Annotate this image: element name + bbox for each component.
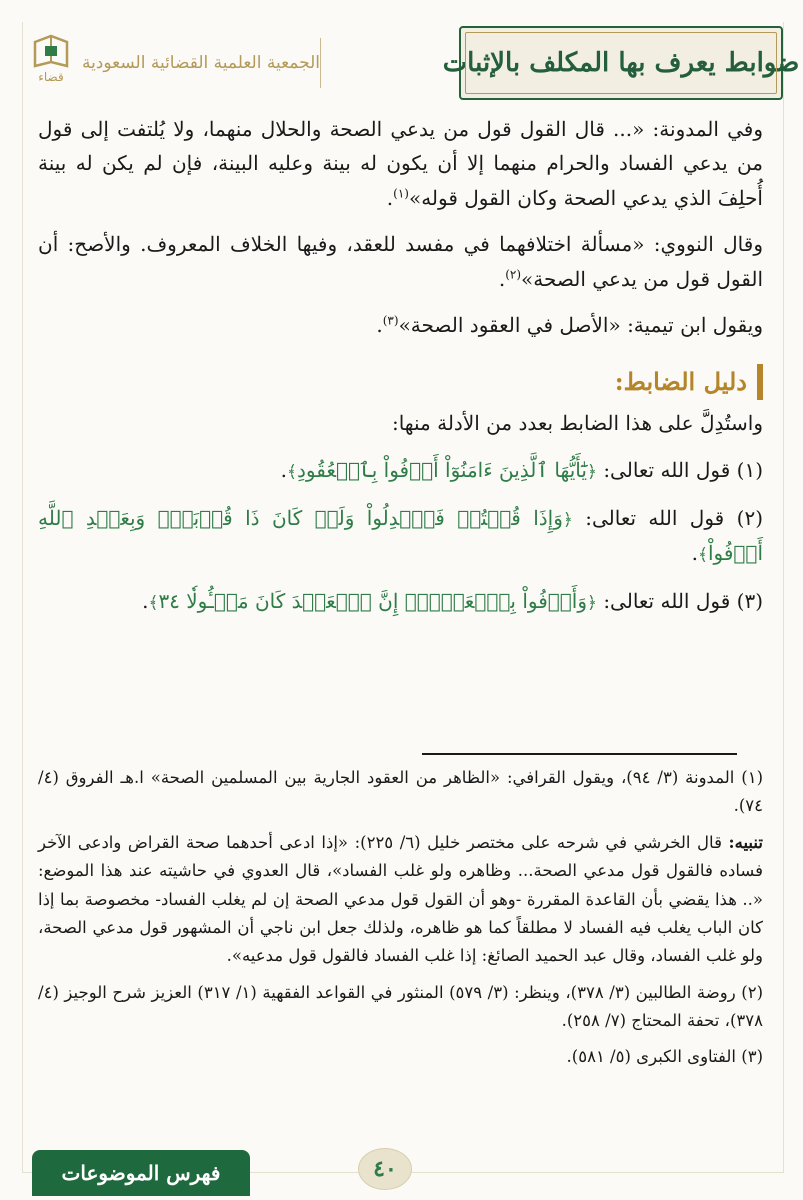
evidence-label: قول الله تعالى:: [585, 506, 725, 531]
logo-caption: قضاء: [38, 70, 64, 84]
book-title-box: [442, 26, 800, 100]
footnotes: [38, 764, 763, 1080]
logo-emblem: [30, 32, 72, 94]
footnote-1: (١) المدونة (٣/ ٩٤)، ويقول القرافي: «الظاهر من العقود الجارية بين المسلمين الصحة» ا.هـ الفروق (٤/ ٧٤).: [38, 768, 763, 816]
paragraph-mudawwana: وفي المدونة: «... قال القول قول من يدعي الصحة والحلال منهما، ولا يُلتفت إلى قول من يدعي الفساد والحرام منهما إلا أن يكون له بينة وعليه البينة، فإن لم يكن له بينة أُحلِفَ الذي يدعي الصحة وكان القول قوله»$^{(١)}$.: [38, 117, 763, 210]
evidence-number: (٢): [736, 506, 763, 531]
footnote-3: (٣) الفتاوى الكبرى (٥/ ٥٨١).: [566, 1047, 763, 1067]
footnote-note: [38, 829, 763, 971]
ornate-bracket-open-icon: ﴿: [586, 461, 597, 482]
quran-verse: وَإِذَا قُلۡتُمۡ فَٱعۡدِلُواْ وَلَوۡ كَانَ ذَا قُرۡبَىٰۖ وَبِعَهۡدِ ٱللَّهِ أَوۡفُواْ: [38, 506, 763, 565]
society-name: الجمعية العلمية القضائية السعودية: [81, 53, 320, 73]
paragraph-nawawi: وقال النووي: «مسألة اختلافهما في مفسد للعقد، وفيها الخلاف المعروف. والأصح: أن القول قول من يدعي الصحة»$^{(٢)}$.: [38, 232, 763, 291]
evidence-label: قول الله تعالى:: [603, 457, 731, 482]
evidence-item: (١) قول الله تعالى: ﴿يَٰٓأَيُّهَا ٱلَّذِينَ ءَامَنُوٓاْ أَوۡفُواْ بِٱلۡعُقُودِ﴾.: [280, 457, 763, 482]
quran-verse: وَأَوۡفُواْ بِٱلۡعَهۡدِۖ إِنَّ ٱلۡعَهۡدَ كَانَ مَسۡـُٔولٗا ٣٤: [158, 588, 587, 613]
footnote-2: (٢) روضة الطالبين (٣/ ٣٧٨)، وينظر: (٣/ ٥٧٩) المنثور في القواعد الفقهية (١/ ٣١٧) العزيز شرح الوجيز (٤/ ٣٧٨)، تحفة المحتاج (٧/ ٢٥٨).: [38, 982, 763, 1030]
section-heading: دليل الضابط:: [38, 364, 763, 400]
quran-verse: يَٰٓأَيُّهَا ٱلَّذِينَ ءَامَنُوٓاْ أَوۡفُواْ بِٱلۡعُقُودِ: [297, 457, 587, 482]
book-emblem-icon: [31, 32, 71, 74]
footnote-ref[interactable]: (٣): [382, 313, 399, 328]
table-of-contents-button[interactable]: فهرس الموضوعات: [32, 1150, 250, 1196]
society-logo: [30, 28, 320, 98]
note-label: تنبيه:: [728, 832, 763, 852]
ornate-bracket-open-icon: ﴿: [562, 510, 573, 531]
paragraph-ibn-taymiyya: ويقول ابن تيمية: «الأصل في العقود الصحة»$^{(٣)}$.: [376, 312, 763, 337]
evidence-number: (٣): [736, 588, 763, 613]
book-title: ضوابط يعرف بها المكلف بالإثبات: [442, 48, 800, 78]
page-number: ٤٠: [358, 1148, 412, 1190]
ornate-bracket-close-icon: ﴾: [148, 592, 159, 613]
header-divider: [320, 38, 321, 88]
evidence-number: (١): [736, 457, 763, 482]
evidence-label: قول الله تعالى:: [603, 588, 731, 613]
ornate-bracket-close-icon: ﴾: [287, 461, 297, 482]
footnote-separator: [422, 753, 737, 755]
evidence-item: (٢) قول الله تعالى: ﴿وَإِذَا قُلۡتُمۡ فَٱعۡدِلُواْ وَلَوۡ كَانَ ذَا قُرۡبَىٰۖ وَبِعَهۡدِ ٱللَّهِ أَوۡفُواْ﴾.: [38, 506, 763, 565]
footnote-ref[interactable]: (٢): [505, 266, 522, 281]
footnote-ref[interactable]: (١): [393, 186, 409, 201]
ornate-bracket-open-icon: ﴿: [586, 592, 597, 613]
note-text: قال الخرشي في شرحه على مختصر خليل (٦/ ٢٢٥): «إذا ادعى أحدهما صحة القراض وادعى الآخر فساده فالقول قول مدعي الصحة... وظاهره ولو غلب الفساد»، قال العدوي في حاشيته عند هذا الموضع: «.. هذا يقضي بأن القاعدة المقررة -وهو أن القول قول مدعي الصحة إن لم يغلب الفساد- مخصوصة بما إذا كان الباب يغلب فيه الفساد لا مطلقاً كما هو ظاهره، ولذلك جعل ابن ناجي أن المشهور قول مدعي الصحة، ولو غلب الفساد، وقال عبد الحميد الصائغ: إذا غلب الفساد فالقول قول مدعيه».: [38, 832, 763, 966]
page-header: [20, 18, 800, 106]
ornate-bracket-close-icon: ﴾: [698, 544, 708, 565]
main-content: [38, 112, 763, 632]
evidence-intro: واستُدِلَّ على هذا الضابط بعدد من الأدلة منها:: [391, 411, 763, 436]
evidence-item: (٣) قول الله تعالى: ﴿وَأَوۡفُواْ بِٱلۡعَهۡدِۖ إِنَّ ٱلۡعَهۡدَ كَانَ مَسۡـُٔولٗا ٣٤﴾.: [142, 588, 763, 613]
